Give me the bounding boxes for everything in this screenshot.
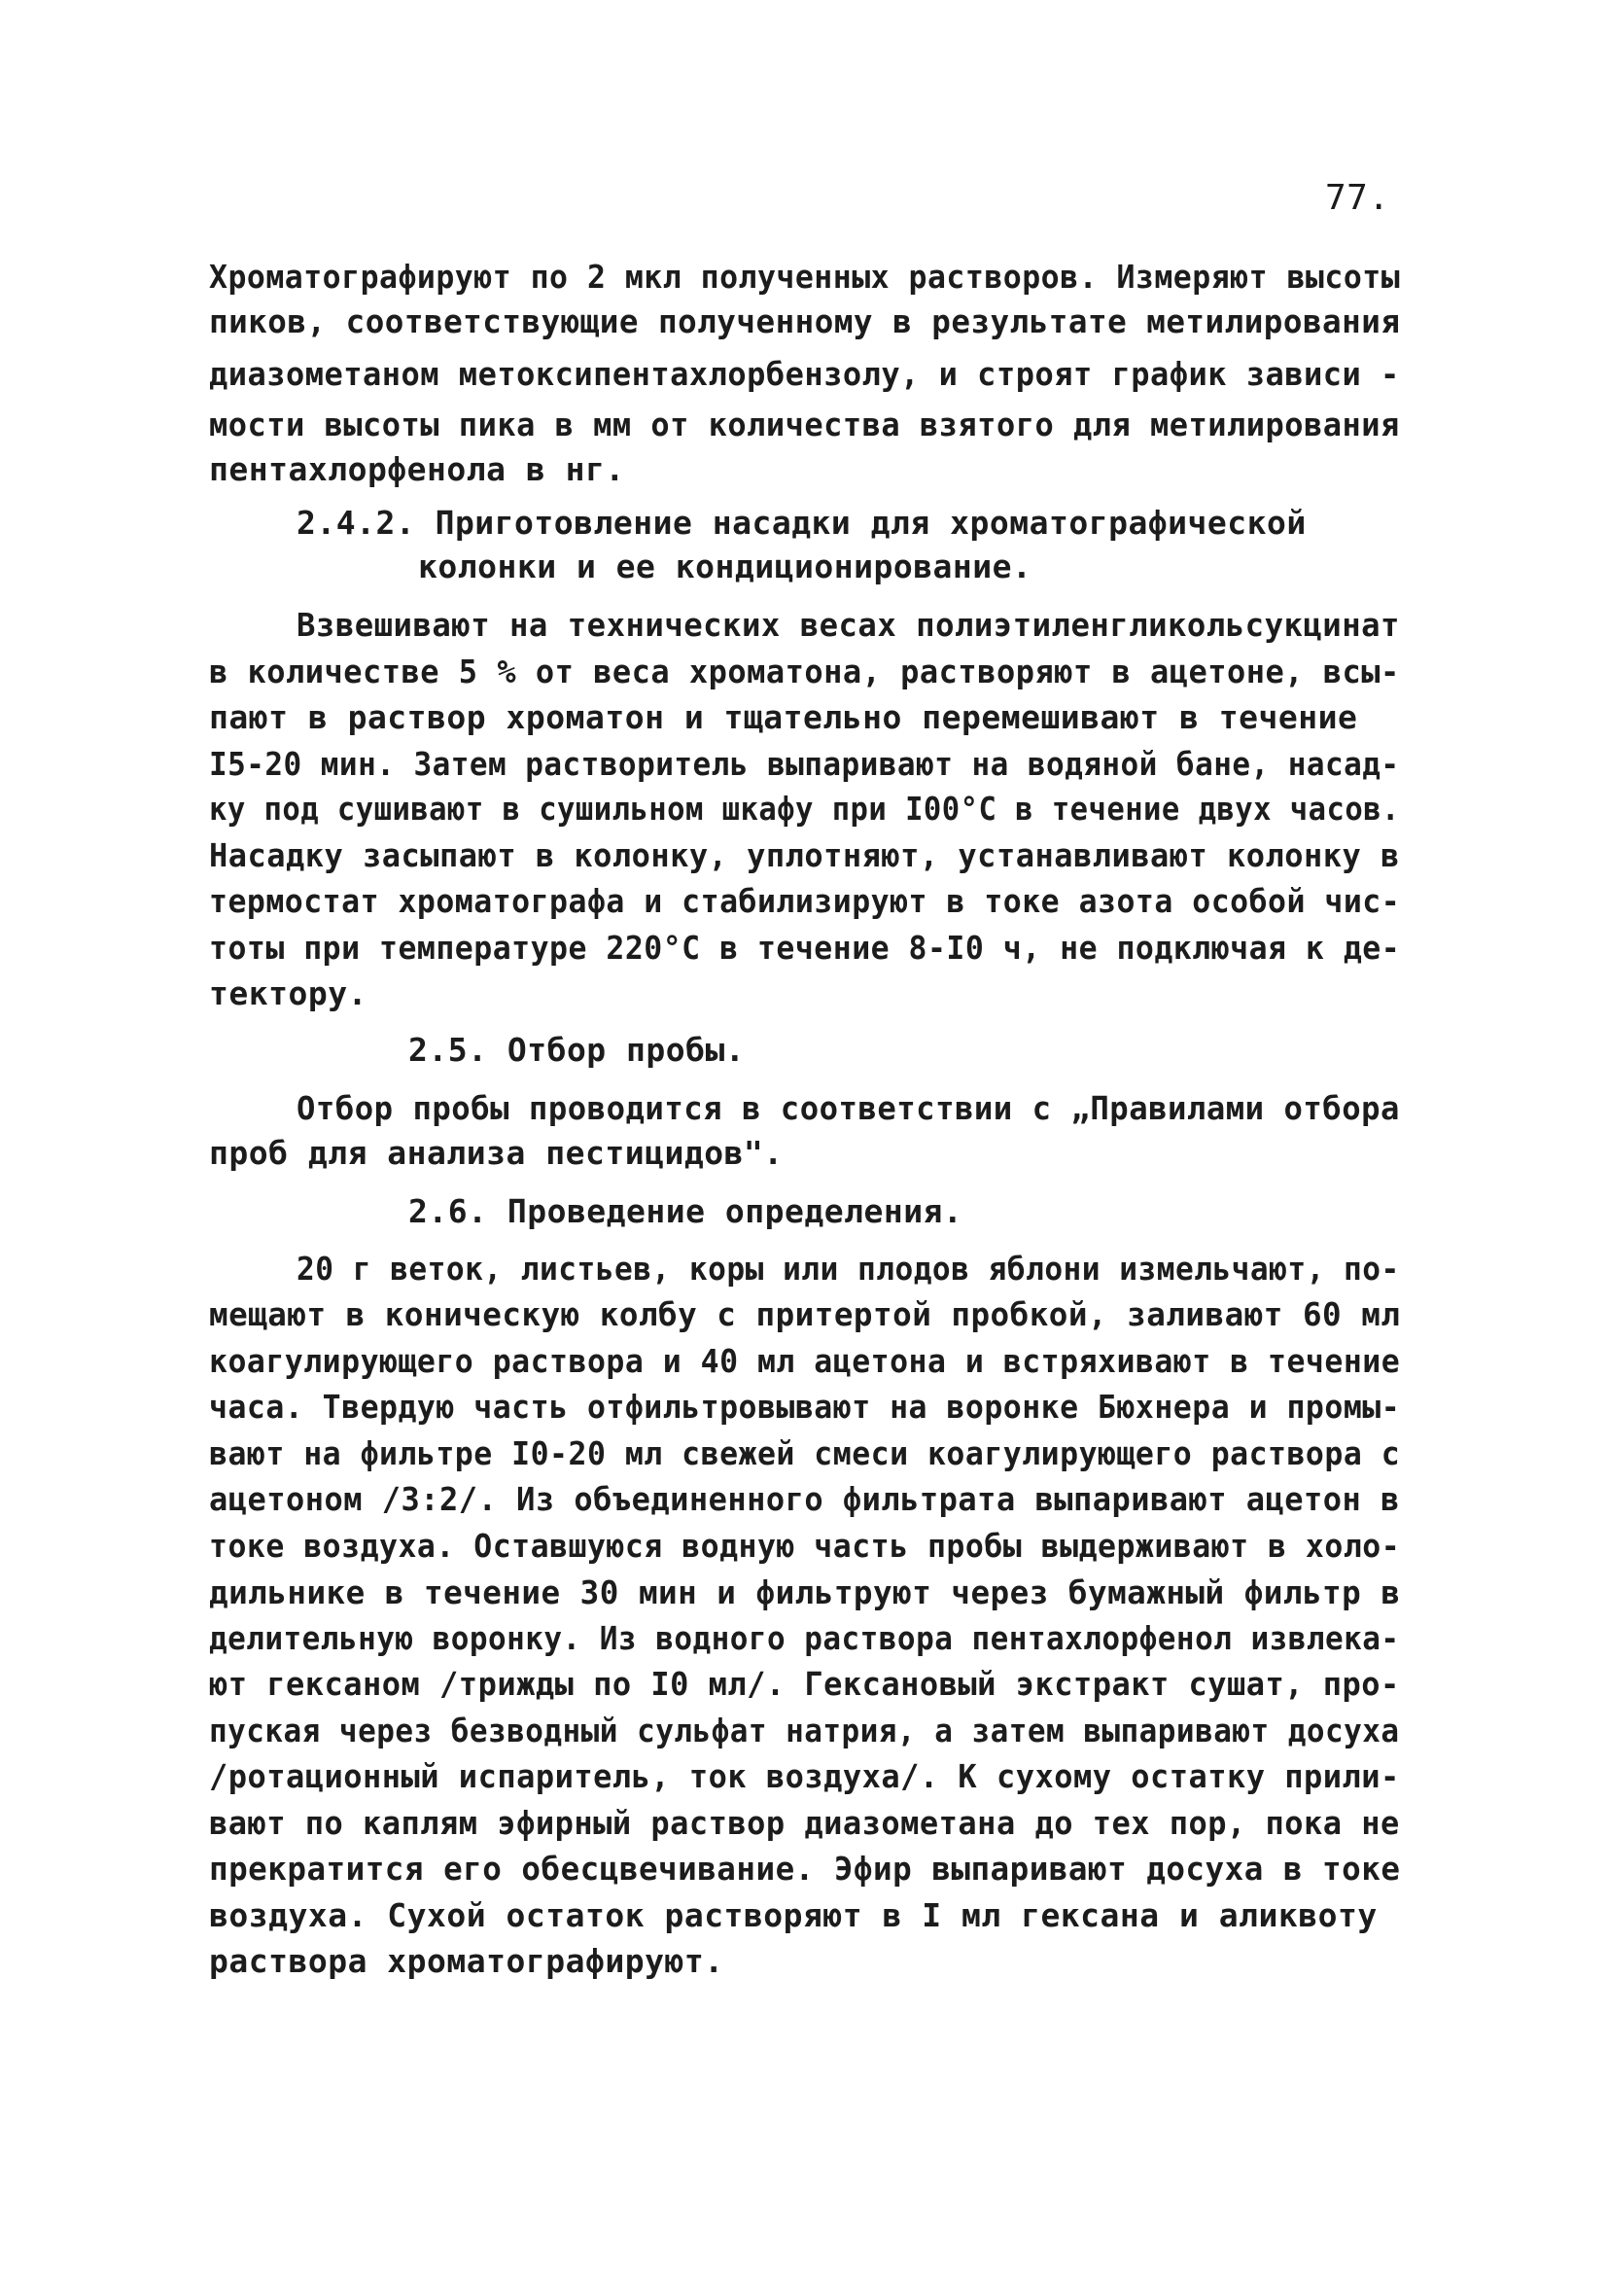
text-line: мости высоты пика в мм от количества взятого для метилирования	[209, 406, 1400, 443]
text-line: часа. Твердую часть отфильтровывают на воронке Бюхнера и промы-	[209, 1388, 1401, 1426]
text-line: Взвешивают на технических весах полиэтиленгликольсукцинат	[297, 606, 1400, 644]
text-line: термостат хроматографа и стабилизируют в токе азота особой чис-	[209, 882, 1401, 920]
text-line: дильнике в течение 30 мин и фильтруют через бумажный фильтр в	[209, 1573, 1401, 1611]
text-line: ку под сушивают в сушильном шкафу при I00°С в течение двух часов.	[209, 790, 1400, 828]
text-line: делительную воронку. Из водного раствора пентахлорфенол извлека-	[209, 1619, 1400, 1657]
text-line: мещают в коническую колбу с притертой пробкой, заливают 60 мл	[209, 1295, 1401, 1333]
text-line: I5-20 мин. Затем растворитель выпаривают на водяной бане, насад-	[209, 745, 1400, 783]
text-line: воздуха. Сухой остаток растворяют в I мл гексана и аликвоту	[209, 1896, 1378, 1934]
text-line: вают на фильтре I0-20 мл свежей смеси коагулирующего раствора с	[209, 1434, 1401, 1472]
section-heading: колонки и ее кондиционирование.	[418, 548, 1032, 585]
text-line: пентахлорфенола в нг.	[209, 450, 625, 488]
page-number: 77.	[1325, 178, 1390, 218]
text-line: тоты при температуре 220°С в течение 8-I0 ч, не подключая к де-	[209, 929, 1401, 967]
text-line: пуская через безводный сульфат натрия, а затем выпаривают досуха	[209, 1712, 1400, 1749]
text-line: пают в раствор хроматон и тщательно перемешивают в течение	[209, 698, 1358, 736]
text-line: ацетоном /3:2/. Из объединенного фильтрата выпаривают ацетон в	[209, 1480, 1400, 1518]
text-line: Отбор пробы проводится в соответствии с „Правилами отбора	[297, 1089, 1400, 1127]
section-heading: 2.5. Отбор пробы.	[408, 1031, 746, 1069]
text-line: тектору.	[209, 974, 367, 1012]
text-line: прекратится его обесцвечивание. Эфир выпаривают досуха в токе	[209, 1850, 1401, 1888]
text-line: коагулирующего раствора и 40 мл ацетона и встряхивают в течение	[209, 1342, 1401, 1380]
text-line: 20 г веток, листьев, коры или плодов яблони измельчают, по-	[297, 1250, 1400, 1288]
text-line: диазометаном метоксипентахлорбензолу, и строят график зависи -	[209, 355, 1400, 393]
text-line: токе воздуха. Оставшуюся водную часть пробы выдерживают в холо-	[209, 1527, 1401, 1565]
text-line: пиков, соответствующие полученному в результате метилирования	[209, 302, 1401, 340]
text-line: в количестве 5 % от веса хроматона, растворяют в ацетоне, всы-	[209, 653, 1400, 690]
text-line: раствора хроматографируют.	[209, 1942, 724, 1980]
text-line: ют гексаном /трижды по I0 мл/. Гексановый экстракт сушат, про-	[209, 1665, 1400, 1703]
text-line: вают по каплям эфирный раствор диазометана до тех пор, пока не	[209, 1804, 1400, 1842]
text-line: проб для анализа пестицидов".	[209, 1134, 784, 1172]
text-line: Насадку засыпают в колонку, уплотняют, устанавливают колонку в	[209, 836, 1400, 874]
section-heading: 2.4.2. Приготовление насадки для хроматографической	[297, 504, 1307, 542]
section-heading: 2.6. Проведение определения.	[408, 1192, 963, 1230]
text-line: Хроматографируют по 2 мкл полученных растворов. Измеряют высоты	[209, 258, 1401, 296]
text-line: /ротационный испаритель, ток воздуха/. К сухому остатку прили-	[209, 1757, 1400, 1795]
